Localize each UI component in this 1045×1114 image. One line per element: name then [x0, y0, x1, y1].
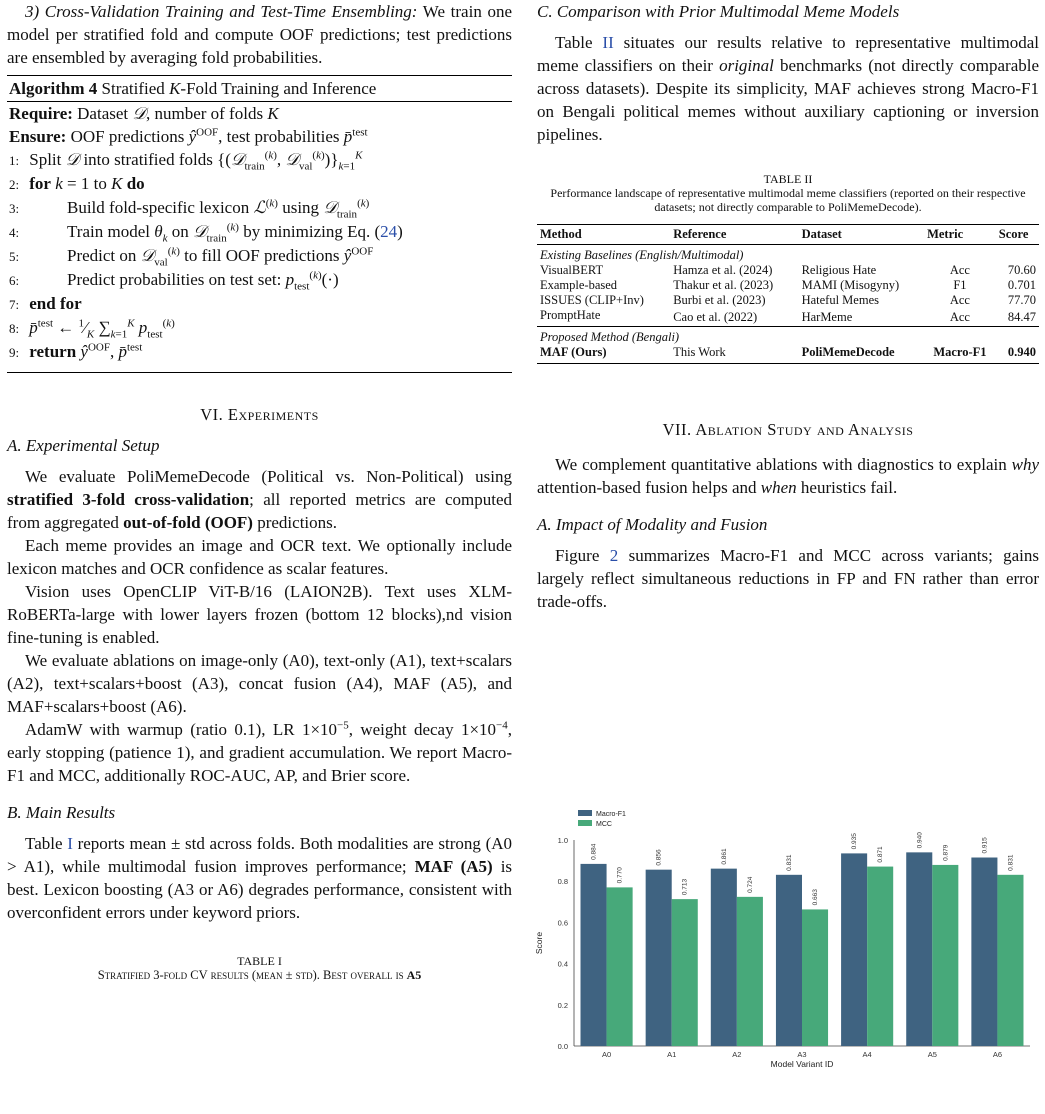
table-header: Metric — [924, 225, 996, 245]
paragraph-setup-5: AdamW with warmup (ratio 0.1), LR $1\times 10^{-5}$, weight decay $1\times 10^{-4}$, early stopping (patience 1), and gradient accumulation. We report Macro-F1 and MCC, additionally ROC-AUC, AP, and Brier score. — [7, 719, 513, 785]
y-tick-label: 0.0 — [557, 1042, 568, 1051]
bar-macro-f1-a5 — [906, 852, 932, 1046]
legend-swatch — [578, 810, 592, 816]
data-label: 0.770 — [616, 867, 624, 884]
data-label: 0.915 — [981, 837, 989, 854]
algorithm-title: Algorithm 4 Stratified K-Fold Training and Inference — [7, 76, 512, 102]
table-header: Dataset — [799, 225, 924, 245]
table-2-header-row — [537, 225, 1039, 245]
x-tick-label: A1 — [667, 1050, 677, 1059]
data-label: 0.879 — [942, 844, 950, 861]
y-axis-label: Score — [534, 931, 544, 955]
algorithm-line-3: 3: Build fold-specific lexicon ℒ$^{(k)}$ using 𝒟$_{train}^{(k)}$ — [9, 197, 370, 221]
data-label: 0.856 — [655, 849, 663, 866]
algorithm-ensure: Ensure: OOF predictions $ŷ^{OOF}$, test probabilities p̄$^{test}$ — [9, 126, 368, 146]
algorithm-box — [7, 75, 512, 373]
table-row-ours: MAF (Ours) This Work PoliMemeDecode Macro-F1 0.940 — [537, 345, 1039, 364]
legend-label: Macro-F1 — [596, 811, 626, 818]
section-title-ablation: VII. Ablation Study and Analysis — [662, 420, 914, 439]
table-2-caption: Performance landscape of representative multimodal meme classifiers (reported on their respective datasets; not directly comparable to PoliMemeDecode). — [550, 186, 1026, 214]
paragraph-setup-1: We evaluate PoliMemeDecode (Political vs. Non-Political) using stratified 3-fold cross-validation; all reported metrics are computed from aggregated out-of-fold (OOF) predictions. — [7, 467, 512, 532]
algorithm-line-2: 2: for k = 1 to K do — [9, 174, 145, 193]
table-1-label: TABLE I — [237, 954, 282, 968]
x-tick-label: A3 — [797, 1050, 807, 1059]
subsection-title-setup: A. Experimental Setup — [7, 436, 160, 455]
paragraph-comparison: Table II situates our results relative to representative multimodal meme classifiers on their original benchmarks (not directly comparable across datasets). Despite its simplicity, MAF achieves strong Macro-F1 on Bengali political memes without auxiliary captioning or inversion pipelines. — [537, 33, 1040, 144]
x-axis-label: Model Variant ID — [770, 1059, 834, 1069]
y-tick-label: 0.2 — [557, 1000, 568, 1010]
table-2-ref-link[interactable]: II — [602, 33, 614, 52]
bar-mcc-a3 — [802, 909, 828, 1046]
y-tick-label: 0.4 — [557, 959, 568, 969]
bar-macro-f1-a0 — [581, 864, 607, 1046]
data-label: 0.940 — [916, 832, 924, 849]
algorithm-line-7: 7: end for — [9, 294, 82, 313]
figure-ref-link[interactable]: 2 — [609, 546, 619, 565]
table-header: Reference — [670, 225, 798, 245]
algorithm-line-8: 8: p̄$^{test}$ ← $^1⁄_K$ $\sum_{k=1}^K$ $p_{test}^{(k)}$ — [9, 317, 175, 341]
algorithm-line-9: 9: return $ŷ^{OOF}$, p̄$^{test}$ — [9, 341, 143, 361]
bar-mcc-a1 — [672, 899, 698, 1046]
data-label: 0.663 — [812, 889, 820, 906]
table-header: Score — [996, 225, 1039, 245]
y-tick-label: 0.6 — [557, 918, 568, 928]
table-ref-link[interactable]: I — [67, 834, 73, 853]
section-title-experiments: VI. Experiments — [200, 405, 319, 424]
bar-macro-f1-a2 — [711, 869, 737, 1046]
data-label: 0.724 — [746, 876, 754, 893]
table-1-caption: Stratified 3-fold CV results (mean ± std). Best overall is A5 — [97, 968, 422, 982]
bar-mcc-a0 — [607, 887, 633, 1046]
algorithm-line-4: 4: Train model $\theta_k$ on 𝒟$_{train}^{(k)}$ by minimizing Eq. (24) — [9, 221, 403, 245]
legend-label: MCC — [596, 821, 612, 828]
paragraph-setup-4: We evaluate ablations on image-only (A0), text-only (A1), text+scalars (A2), text+scalars+boost (A3), concat fusion (A4), MAF (A5), and MAF+scalars+boost (A6). — [7, 651, 512, 716]
data-label: 0.935 — [851, 833, 859, 850]
subsubsection-heading: 3) Cross-Validation Training and Test-Time Ensembling: — [25, 2, 418, 21]
x-tick-label: A0 — [601, 1050, 612, 1059]
paragraph-setup-2: Each meme provides an image and OCR text. We optionally include lexicon matches and OCR confidence as scalar features. — [7, 536, 512, 578]
data-label: 0.861 — [720, 848, 728, 865]
algorithm-require: Require: Dataset 𝒟, number of folds K — [9, 104, 279, 123]
table-header: Method — [537, 225, 670, 245]
left-column — [7, 0, 512, 982]
data-label: 0.831 — [1007, 854, 1015, 871]
bar-macro-f1-a6 — [971, 858, 997, 1046]
x-tick-label: A6 — [992, 1050, 1003, 1059]
macro-f1-mcc-bar-chart — [530, 800, 1035, 1100]
x-tick-label: A4 — [862, 1050, 872, 1059]
y-tick-label: 1.0 — [557, 836, 568, 845]
bar-mcc-a5 — [932, 865, 958, 1046]
bar-mcc-a6 — [997, 875, 1023, 1046]
right-column — [537, 0, 1039, 613]
x-tick-label: A5 — [927, 1050, 937, 1059]
table-2 — [537, 224, 1039, 364]
table-group-row: Proposed Method (Bengali) — [537, 327, 1039, 346]
bar-mcc-a4 — [867, 867, 893, 1046]
subsection-title-fusion: A. Impact of Modality and Fusion — [537, 515, 768, 534]
table-2-label: TABLE II — [763, 172, 813, 186]
legend-swatch — [578, 820, 592, 826]
equation-ref-link[interactable]: 24 — [380, 222, 398, 241]
table-row: PromptHate Cao et al. (2022) HarMeme Acc 84.47 — [540, 308, 1036, 324]
table-row: VisualBERT Hamza et al. (2024) Religious Hate Acc 70.60 — [540, 263, 1036, 277]
bar-mcc-a2 — [737, 897, 763, 1046]
paragraph-fusion: Figure 2 summarizes Macro-F1 and MCC across variants; gains largely reflect simultaneous reductions in FP and FN rather than error trade-offs. — [537, 546, 1040, 611]
subsection-title-main-results: B. Main Results — [7, 803, 116, 822]
bar-macro-f1-a3 — [776, 875, 802, 1046]
bar-macro-f1-a1 — [646, 870, 672, 1046]
subsection-title-comparison: C. Comparison with Prior Multimodal Meme Models — [537, 2, 900, 21]
paragraph-cv: 3) Cross-Validation Training and Test-Time Ensembling: We train one model per stratified fold and compute OOF predictions; test predictions are ensembled by averaging fold probabilities. — [7, 2, 512, 67]
table-row: ISSUES (CLIP+Inv) Burbi et al. (2023) Hateful Memes Acc 77.70 — [540, 293, 1036, 307]
data-label: 0.831 — [785, 854, 793, 871]
x-tick-label: A2 — [732, 1050, 742, 1059]
data-label: 0.884 — [590, 843, 598, 860]
table-row: Example-based Thakur et al. (2023) MAMI (Misogyny) F1 0.701 — [540, 278, 1036, 292]
paragraph-main-results: Table I reports mean ± std across folds. Both modalities are strong (A0 > A1), while multimodal fusion improves performance; MAF (A5) is best. Lexicon boosting (A3 or A6) degrades performance, consistent with overconfident errors under keyword priors. — [7, 834, 513, 922]
algorithm-line-1: 1: Split 𝒟 into stratified folds {(𝒟$_{train}^{(k)}$, $𝒟_{val}^{(k)})\}_{k=1}^K$ — [9, 149, 363, 173]
y-tick-label: 0.8 — [557, 877, 568, 887]
paragraph-ablation: We complement quantitative ablations with diagnostics to explain why attention-based fusion helps and when heuristics fail. — [537, 455, 1039, 497]
data-label: 0.871 — [877, 846, 885, 863]
algorithm-line-5: 5: Predict on 𝒟$_{val}^{(k)}$ to fill OOF predictions $ŷ^{OOF}$ — [9, 245, 374, 269]
bar-macro-f1-a4 — [841, 853, 867, 1046]
paragraph-setup-3: Vision uses OpenCLIP ViT-B/16 (LAION2B). Text uses XLM-RoBERTa-large with lower layers frozen (bottom 12 blocks),nd vision fine-tuning is enabled. — [7, 582, 512, 647]
table-group-row: Existing Baselines (English/Multimodal) — [540, 248, 744, 262]
data-label: 0.713 — [681, 878, 689, 896]
algorithm-line-6: 6: Predict probabilities on test set: $p_{test}^{(k)}(\cdot)$ — [9, 269, 339, 293]
